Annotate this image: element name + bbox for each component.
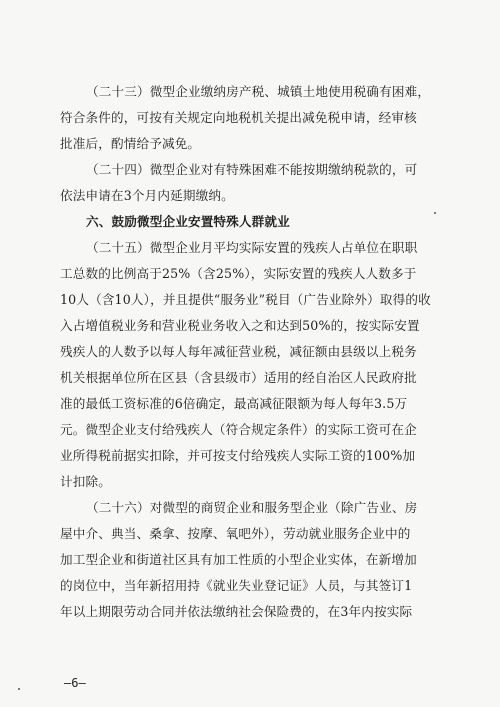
text-line: 元。微型企业支付给残疾人（符合规定条件）的实际工资可在企 <box>60 422 417 437</box>
text-line: 的岗位中，当年新招用持《就业失业登记证》人员，与其签订1 <box>60 578 413 593</box>
scan-speck <box>18 688 20 690</box>
text-line: 符合条件的，可按有关规定向地税机关提出减免税申请，经审核 <box>60 110 417 125</box>
text-line: （二十三）微型企业缴纳房产税、城镇土地使用税确有困难， <box>86 84 431 99</box>
text-line: （二十六）对微型的商贸企业和服务型企业（除广告业、房 <box>86 500 418 515</box>
text-line: 依法申请在3个月内延期缴纳。 <box>60 188 234 203</box>
text-line: 批准后，酌情给予减免。 <box>60 136 201 151</box>
page-number: —6— <box>64 676 86 690</box>
text-line: 业所得税前据实扣除，并可按支付给残疾人实际工资的100%加 <box>60 448 416 463</box>
scan-speck <box>434 212 436 214</box>
text-line: 10人（含10人），并且提供“服务业”税目（广告业除外）取得的收 <box>60 292 431 307</box>
text-line: 年以上期限劳动合同并依法缴纳社会保险费的，在3年内按实际 <box>60 604 413 619</box>
text-line: 机关根据单位所在区县（含县级市）适用的经自治区人民政府批 <box>60 370 417 385</box>
text-line: 计扣除。 <box>60 474 111 489</box>
text-line: 残疾人的人数予以每人每年减征营业税，减征额由县级以上税务 <box>60 344 417 359</box>
section-heading: 六、鼓励微型企业安置特殊人群就业 <box>86 214 290 229</box>
text-line: 准的最低工资标准的6倍确定，最高减征限额为每人每年3.5万 <box>60 396 408 411</box>
text-line: 入占增值税业务和营业税业务收入之和达到50%的，按实际安置 <box>60 318 420 333</box>
text-line: （二十四）微型企业对有特殊困难不能按期缴纳税款的，可 <box>86 162 418 177</box>
text-line: 加工型企业和街道社区具有加工性质的小型企业实体，在新增加 <box>60 552 417 567</box>
text-line: 屋中介、典当、桑拿、按摩、氧吧外），劳动就业服务企业中的 <box>60 526 411 541</box>
text-line: （二十五）微型企业月平均实际安置的残疾人占单位在职职 <box>86 240 418 255</box>
text-line: 工总数的比例高于25%（含25%），实际安置的残疾人人数多于 <box>60 266 417 281</box>
